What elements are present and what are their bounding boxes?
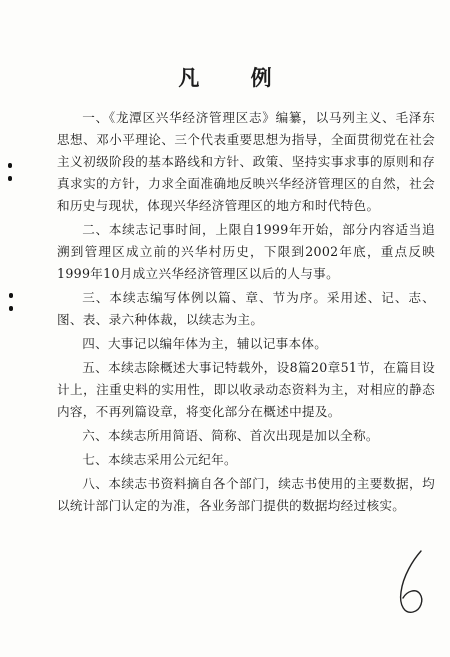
guideline-paragraph-5: 五、本续志除概述大事记特载外，设8篇20章51节，在篇目设计上，注重史料的实用性，即以收录动态资料为主，对相应的静态内容，不再列篇设章，将变化部分在概述中提及。: [57, 360, 435, 419]
page-title: 凡 例: [178, 65, 294, 90]
binding-hole-mark: [9, 306, 13, 311]
guideline-paragraph-1: 一、《龙潭区兴华经济管理区志》编纂，以马列主义、毛泽东思想、邓小平理论、三个代表重要思想为指导，全面贯彻党在社会主义初级阶段的基本路线和方针、政策、坚持实事求事的原则和存真求实的方针，力求全面准确地反映兴华经济管理区的自然，社会和历史与现状，体现兴华经济管理区的地方和时代特色。: [57, 110, 435, 213]
guideline-paragraph-7: 七、本续志采用公元纪年。: [82, 452, 237, 467]
handwritten-page-number: [393, 548, 433, 618]
guideline-paragraph-3: 三、本续志编写体例以篇、章、节为序。采用述、记、志、图、表、录六种体裁，以续志为主。: [57, 290, 435, 327]
guideline-paragraph-2: 二、本续志记事时间，上限自1999年开始，部分内容适当追溯到管理区成立前的兴华村历史，下限到2002年底，重点反映1999年10月成立兴华经济管理区以后的人与事。: [57, 222, 435, 281]
binding-hole-mark: [8, 176, 12, 181]
binding-hole-mark: [8, 163, 12, 168]
guideline-paragraph-4: 四、大事记以编年体为主，辅以记事本体。: [82, 336, 328, 351]
guideline-paragraph-6: 六、本续志所用简语、简称、首次出现是加以全称。: [82, 428, 379, 443]
guideline-paragraph-8: 八、本续志书资料摘自各个部门，续志书使用的主要数据，均以统计部门认定的为准，各业务部门提供的数据均经过核实。: [57, 476, 435, 513]
binding-hole-mark: [9, 293, 13, 298]
guidelines-body: [57, 107, 435, 517]
